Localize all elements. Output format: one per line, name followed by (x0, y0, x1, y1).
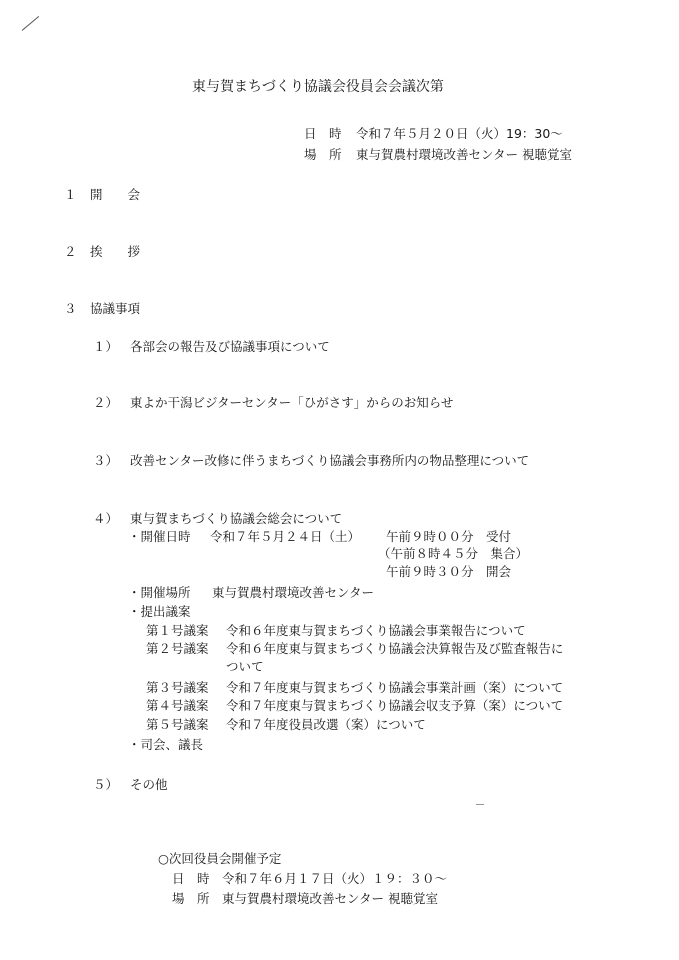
meeting-place-value: 東与賀農村環境改善センター 視聴覚室 (356, 147, 572, 162)
subitem-5-text: その他 (130, 777, 168, 792)
proposal-2-text-continued: ついて (226, 659, 264, 674)
agenda-item-3-number: ３ (64, 301, 77, 316)
general-meeting-venue-value: 東与賀農村環境改善センター (212, 585, 375, 600)
proposal-3-text: 令和７年度東与賀まちづくり協議会事業計画（案）について (226, 680, 564, 695)
next-meeting-heading: ○次回役員会開催予定 (158, 851, 282, 866)
subitem-4-text: 東与賀まちづくり協議会総会について (130, 511, 343, 526)
meeting-place-label: 場 所 (304, 147, 342, 162)
pen-stroke-mark (22, 16, 39, 31)
agenda-item-2-number: ２ (64, 244, 77, 259)
next-meeting-datetime-value: 令和７年６月１７日（火）１９：３０〜 (222, 871, 448, 886)
next-meeting-datetime-label: 日 時 (172, 871, 210, 886)
proposal-1-text: 令和６年度東与賀まちづくり協議会事業報告について (226, 623, 526, 638)
next-meeting-place-label: 場 所 (172, 891, 210, 906)
proposal-2-text: 令和６年度東与賀まちづくり協議会決算報告及び監査報告に (226, 641, 564, 656)
subitem-3-text: 改善センター改修に伴うまちづくり協議会事務所内の物品整理について (130, 453, 530, 468)
document-title: 東与賀まちづくり協議会役員会会議次第 (192, 79, 444, 95)
general-meeting-time-opening: 午前９時３０分 開会 (386, 564, 512, 579)
agenda-item-2-label: 挨 拶 (90, 244, 141, 259)
subitem-2-text: 東よか干潟ビジターセンター「ひがさす」からのお知らせ (130, 395, 454, 410)
proposal-3-number: 第３号議案 (146, 680, 209, 695)
next-meeting-place-value: 東与賀農村環境改善センター 視聴覚室 (222, 891, 438, 906)
general-meeting-time-assembly: （午前８時４５分 集合） (378, 546, 529, 561)
proposal-4-text: 令和７年度東与賀まちづくり協議会収支予算（案）について (226, 698, 564, 713)
chair-label: ・司会、議長 (128, 737, 204, 752)
agenda-item-3-label: 協議事項 (90, 301, 141, 316)
proposal-2-number: 第２号議案 (146, 641, 209, 656)
general-meeting-date-label: ・開催日時 (128, 529, 191, 544)
subitem-1-number: １） (93, 339, 119, 354)
proposal-5-text: 令和７年度役員改選（案）について (226, 717, 426, 732)
general-meeting-time-reception: 午前９時００分 受付 (386, 529, 512, 544)
subitem-3-number: ３） (93, 453, 119, 468)
agenda-item-1-number: １ (64, 187, 77, 202)
subitem-2-number: ２） (93, 395, 119, 410)
meeting-datetime-value: 令和７年５月２０日（火）19：30〜 (356, 126, 563, 141)
agenda-item-1-label: 開 会 (90, 187, 141, 202)
scan-speck (476, 804, 484, 805)
proposals-label: ・提出議案 (128, 604, 191, 619)
general-meeting-venue-label: ・開催場所 (128, 585, 191, 600)
proposal-4-number: 第４号議案 (146, 698, 209, 713)
proposal-5-number: 第５号議案 (146, 717, 209, 732)
general-meeting-date-value: 令和７年５月２４日（土） (210, 529, 361, 544)
subitem-1-text: 各部会の報告及び協議事項について (130, 339, 330, 354)
subitem-5-number: ５） (93, 777, 119, 792)
meeting-datetime-label: 日 時 (304, 126, 342, 141)
subitem-4-number: ４） (93, 511, 119, 526)
proposal-1-number: 第１号議案 (146, 623, 209, 638)
